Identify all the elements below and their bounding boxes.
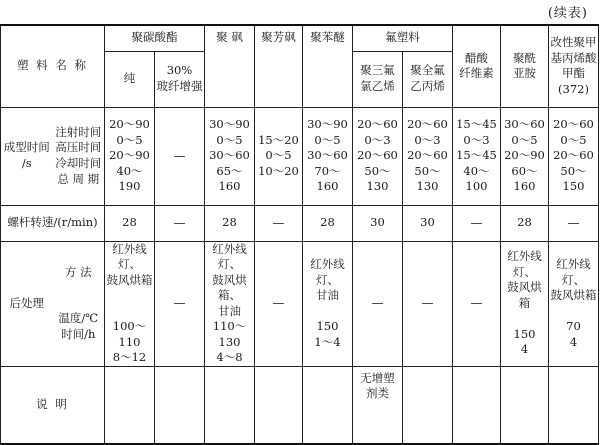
polyarylsulfone-header: 聚芳砜 xyxy=(255,25,303,107)
table-cell xyxy=(453,366,501,444)
table-cell: 红外线灯、 甘油 150 1～4 xyxy=(303,241,353,366)
table-cell: 红外线灯、 鼓风烘箱、 甘油 110～130 4～8 xyxy=(205,241,255,366)
notes-label: 说 明 xyxy=(1,366,105,444)
post-treatment-sublabels: 方 法 温度/℃ 时间/h xyxy=(53,241,105,366)
table-cell: 30～90 0～5 30～60 65～160 xyxy=(205,107,255,205)
table-cell: 红外线灯、 鼓风烘箱 70 4 xyxy=(549,241,599,366)
fep-header: 聚全氟 乙丙烯 xyxy=(403,51,453,107)
polyamide-header: 聚酰 亚胺 xyxy=(501,25,549,107)
table-cell: 28 xyxy=(303,205,353,241)
table-cell: 30～60 0～5 20～90 60～160 xyxy=(501,107,549,205)
table-cell xyxy=(105,366,155,444)
table-cell: 15～20 0～5 10～20 xyxy=(255,107,303,205)
table-cell: 红外线灯、 鼓风烘箱 150 4 xyxy=(501,241,549,366)
fluoroplastic-group-header: 氟塑料 xyxy=(353,25,453,51)
molding-parameters-table xyxy=(0,24,599,445)
material-name-header: 塑 料 名 称 xyxy=(1,25,105,107)
table-cell xyxy=(303,366,353,444)
table-cell: — xyxy=(403,241,453,366)
table-cell: — xyxy=(353,241,403,366)
pc-glass-fiber-header: 30% 玻纤增强 xyxy=(155,51,205,107)
table-cell: — xyxy=(255,205,303,241)
molding-time-sublabels: 注射时间 高压时间 冷却时间 总 周 期 xyxy=(53,107,105,205)
molding-time-row xyxy=(1,107,599,205)
table-cell: 20～60 0～3 20～60 50～130 xyxy=(353,107,403,205)
notes-row xyxy=(1,366,599,444)
table-cell: 28 xyxy=(105,205,155,241)
table-cell xyxy=(501,366,549,444)
table-cell: — xyxy=(255,241,303,366)
table-cell xyxy=(155,366,205,444)
table-cell: 无增塑 剂类 xyxy=(353,366,403,444)
table-cell: — xyxy=(453,241,501,366)
table-cell: — xyxy=(549,205,599,241)
table-cell: — xyxy=(155,241,205,366)
pctfe-header: 聚三氟 氯乙烯 xyxy=(353,51,403,107)
screw-speed-row xyxy=(1,205,599,241)
table-cell xyxy=(403,366,453,444)
post-treatment-label: 后处理 xyxy=(1,241,53,366)
table-cell: 20～60 0～3 20～60 50～130 xyxy=(403,107,453,205)
cellulose-acetate-header: 醋酸 纤维素 xyxy=(453,25,501,107)
polysulfone-header: 聚 砜 xyxy=(205,25,255,107)
table-cell: 28 xyxy=(205,205,255,241)
post-treatment-row xyxy=(1,241,599,366)
table-cell: — xyxy=(453,205,501,241)
modified-pmma-header: 改性聚甲 基丙烯酸 甲酯 (372) xyxy=(549,25,599,107)
polycarbonate-group-header: 聚碳酸酯 xyxy=(105,25,205,51)
table-cell xyxy=(549,366,599,444)
header-row-1 xyxy=(1,25,599,51)
screw-speed-label: 螺杆转速/(r/min) xyxy=(1,205,105,241)
table-cell: 30～90 0～5 30～60 70～160 xyxy=(303,107,353,205)
table-cell: 20～60 0～5 20～60 50～150 xyxy=(549,107,599,205)
pc-pure-header: 纯 xyxy=(105,51,155,107)
table-cell: 30 xyxy=(353,205,403,241)
table-cell xyxy=(205,366,255,444)
table-cell: — xyxy=(155,107,205,205)
table-cell xyxy=(255,366,303,444)
polyphenylene-ether-header: 聚苯醚 xyxy=(303,25,353,107)
table-cell: 28 xyxy=(501,205,549,241)
table-cell: 15～45 0～3 15～45 40～100 xyxy=(453,107,501,205)
table-cell: 红外线灯、 鼓风烘箱 100～110 8～12 xyxy=(105,241,155,366)
molding-time-label: 成型时间 /s xyxy=(1,107,53,205)
table-cell: — xyxy=(155,205,205,241)
table-cell: 30 xyxy=(403,205,453,241)
continued-label: (续表) xyxy=(547,6,588,21)
table-cell: 20～90 0～5 20～90 40～190 xyxy=(105,107,155,205)
